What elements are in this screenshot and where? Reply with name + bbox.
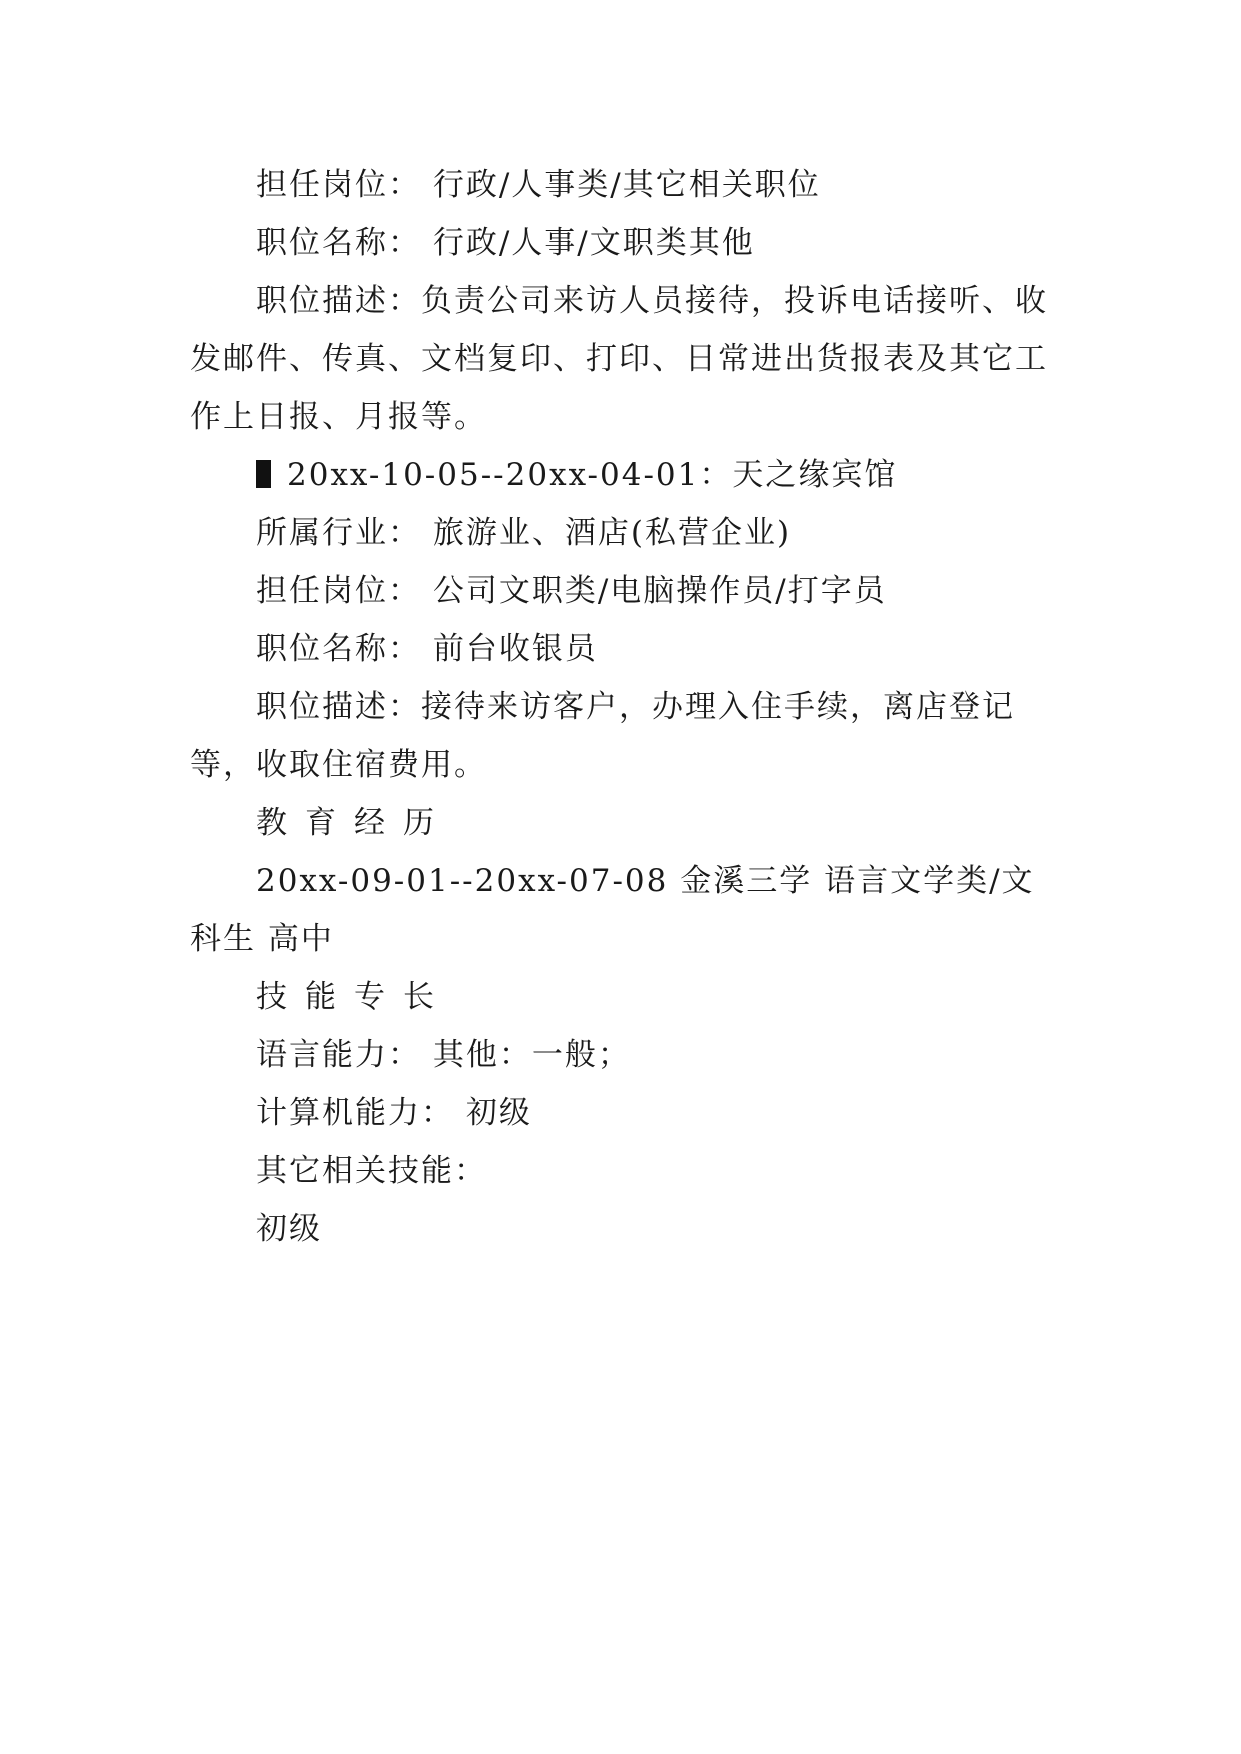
job-position-line-1: 担任岗位： 行政/人事类/其它相关职位 xyxy=(256,167,821,203)
job-description-1: 职位描述：负责公司来访人员接待，投诉电话接听、收发邮件、传真、文档复印、打印、日常进出货报表及其它工作上日报、月报等。 xyxy=(190,283,1048,435)
industry-line: 所属行业： 旅游业、酒店(私营企业) xyxy=(256,515,792,551)
bullet-bar-icon xyxy=(256,460,271,488)
education-entry: 20xx-09-01--20xx-07-08 金溪三学 语言文学类/文科生 高中 xyxy=(190,863,1035,957)
job-title-line-2: 职位名称： 前台收银员 xyxy=(256,631,598,667)
education-heading: 教育经历 xyxy=(256,805,452,841)
job-entry-header xyxy=(190,446,1050,504)
computer-skill: 计算机能力： 初级 xyxy=(256,1095,532,1131)
other-skills-label: 其它相关技能： xyxy=(256,1153,487,1189)
other-skills-value: 初级 xyxy=(256,1211,322,1247)
job-title-line-1: 职位名称： 行政/人事/文职类其他 xyxy=(256,225,755,261)
skills-heading: 技能专长 xyxy=(256,979,452,1015)
document-body xyxy=(190,156,1050,1258)
language-skill: 语言能力： 其他：一般； xyxy=(256,1037,631,1073)
job-position-line-2: 担任岗位： 公司文职类/电脑操作员/打字员 xyxy=(256,573,887,609)
job-entry-period: 20xx-10-05--20xx-04-01：天之缘宾馆 xyxy=(287,457,898,493)
job-description-2: 职位描述：接待来访客户，办理入住手续，离店登记等，收取住宿费用。 xyxy=(190,689,1015,783)
